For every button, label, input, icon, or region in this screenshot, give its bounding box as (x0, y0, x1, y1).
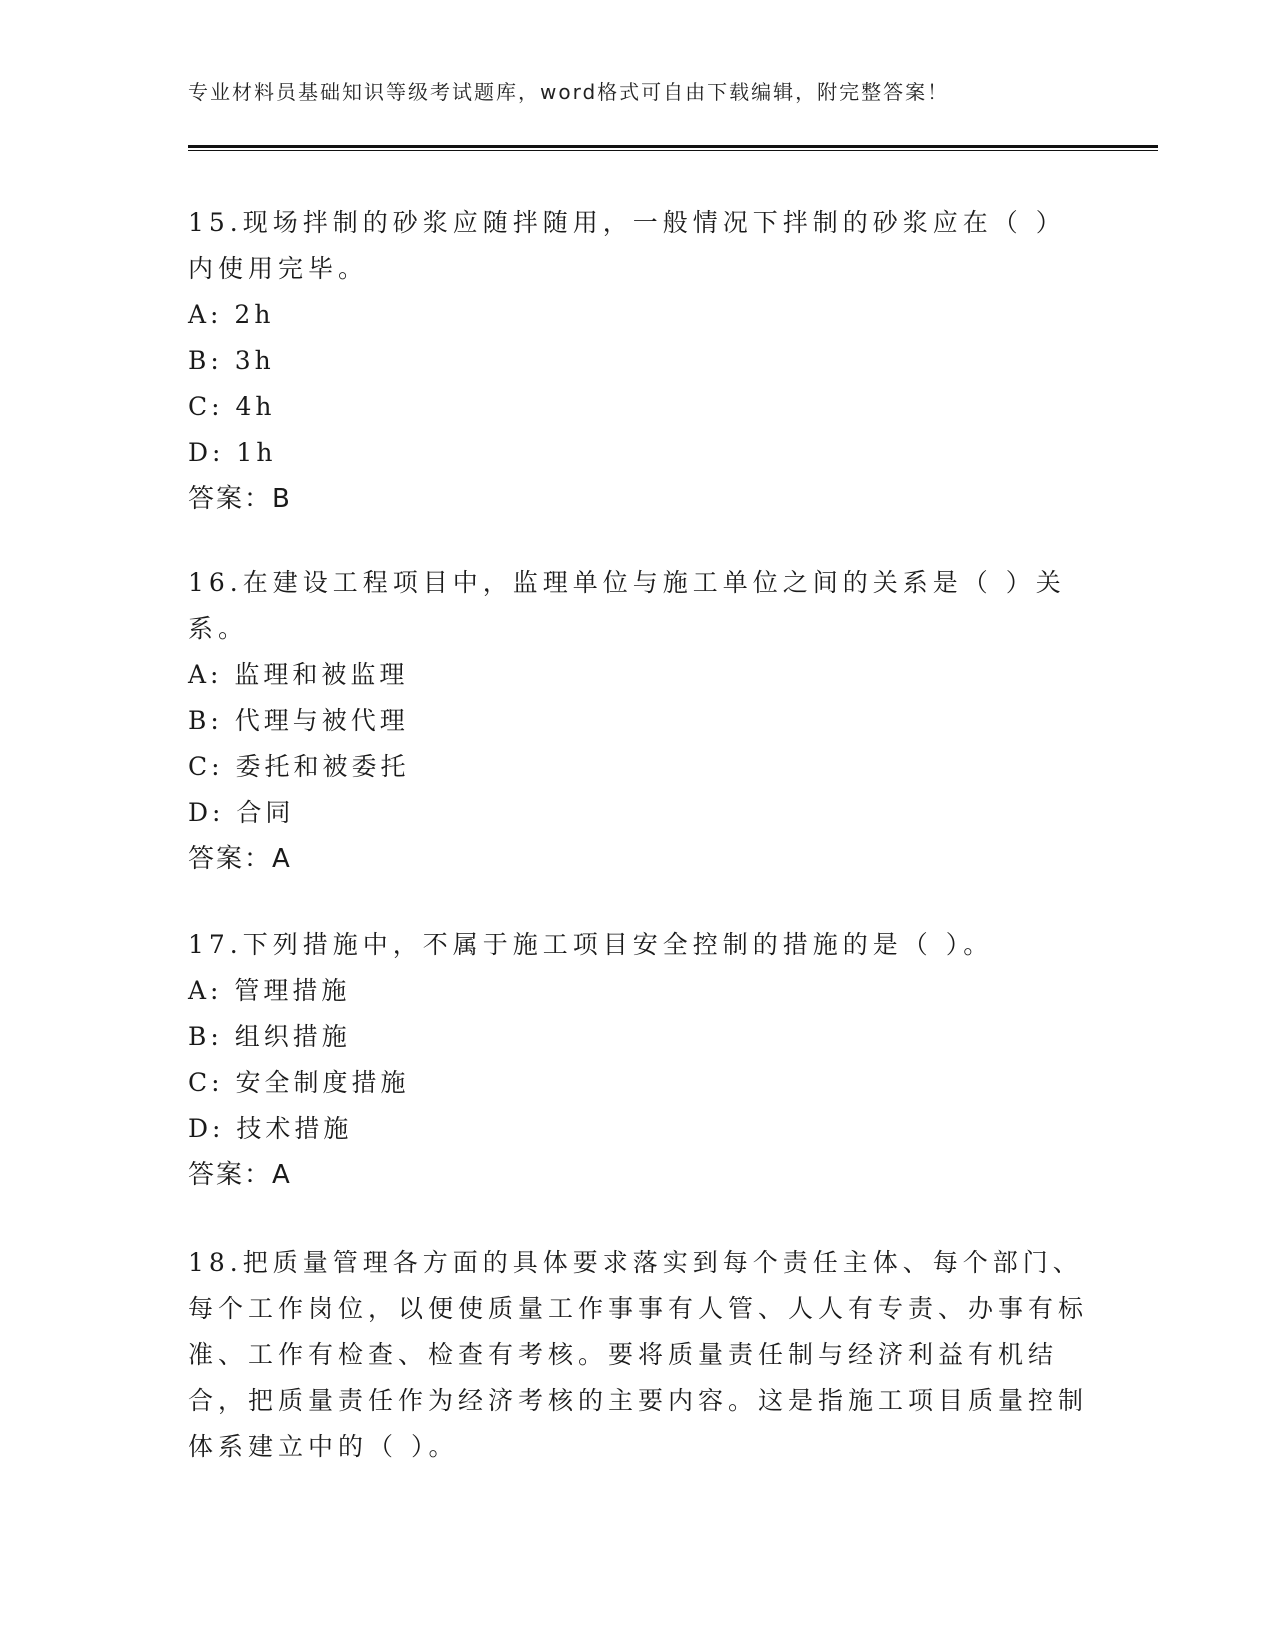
answer: 答案：B (188, 484, 292, 514)
header-divider (188, 145, 1158, 148)
option-c: C: 委托和被委托 (188, 752, 410, 781)
option-a: A: 监理和被监理 (188, 660, 409, 689)
option-d: D: 技术措施 (188, 1114, 353, 1143)
option-b: B: 3h (188, 346, 275, 375)
page-header: 专业材料员基础知识等级考试题库，word格式可自由下载编辑，附完整答案！ (188, 80, 950, 104)
question-stem: 18.把质量管理各方面的具体要求落实到每个责任主体、每个部门、每个工作岗位，以便使质量工作事事有人管、人人有专责、办事有标准、工作有检查、检查有考核。要将质量责任制与经济利益有机结合，把质量责任作为经济考核的主要内容。这是指施工项目质量控制体系建立中的（ ）。 (188, 1248, 1089, 1461)
option-d: D: 合同 (188, 798, 295, 827)
option-d: D: 1h (188, 438, 277, 467)
option-b: B: 代理与被代理 (188, 706, 409, 735)
question-15 (188, 200, 1088, 522)
answer: 答案：A (188, 1160, 292, 1190)
question-stem: 17.下列措施中，不属于施工项目安全控制的措施的是（ ）。 (188, 930, 994, 959)
answer: 答案：A (188, 844, 292, 874)
question-17 (188, 922, 1088, 1198)
option-c: C: 4h (188, 392, 276, 421)
question-18 (188, 1240, 1088, 1470)
option-b: B: 组织措施 (188, 1022, 351, 1051)
header-divider-thin (188, 150, 1158, 151)
question-stem: 15.现场拌制的砂浆应随拌随用，一般情况下拌制的砂浆应在（ ）内使用完毕。 (188, 208, 1066, 283)
option-a: A: 2h (188, 300, 275, 329)
option-c: C: 安全制度措施 (188, 1068, 410, 1097)
question-stem: 16.在建设工程项目中，监理单位与施工单位之间的关系是（ ）关系。 (188, 568, 1066, 643)
option-a: A: 管理措施 (188, 976, 351, 1005)
question-16 (188, 560, 1088, 882)
